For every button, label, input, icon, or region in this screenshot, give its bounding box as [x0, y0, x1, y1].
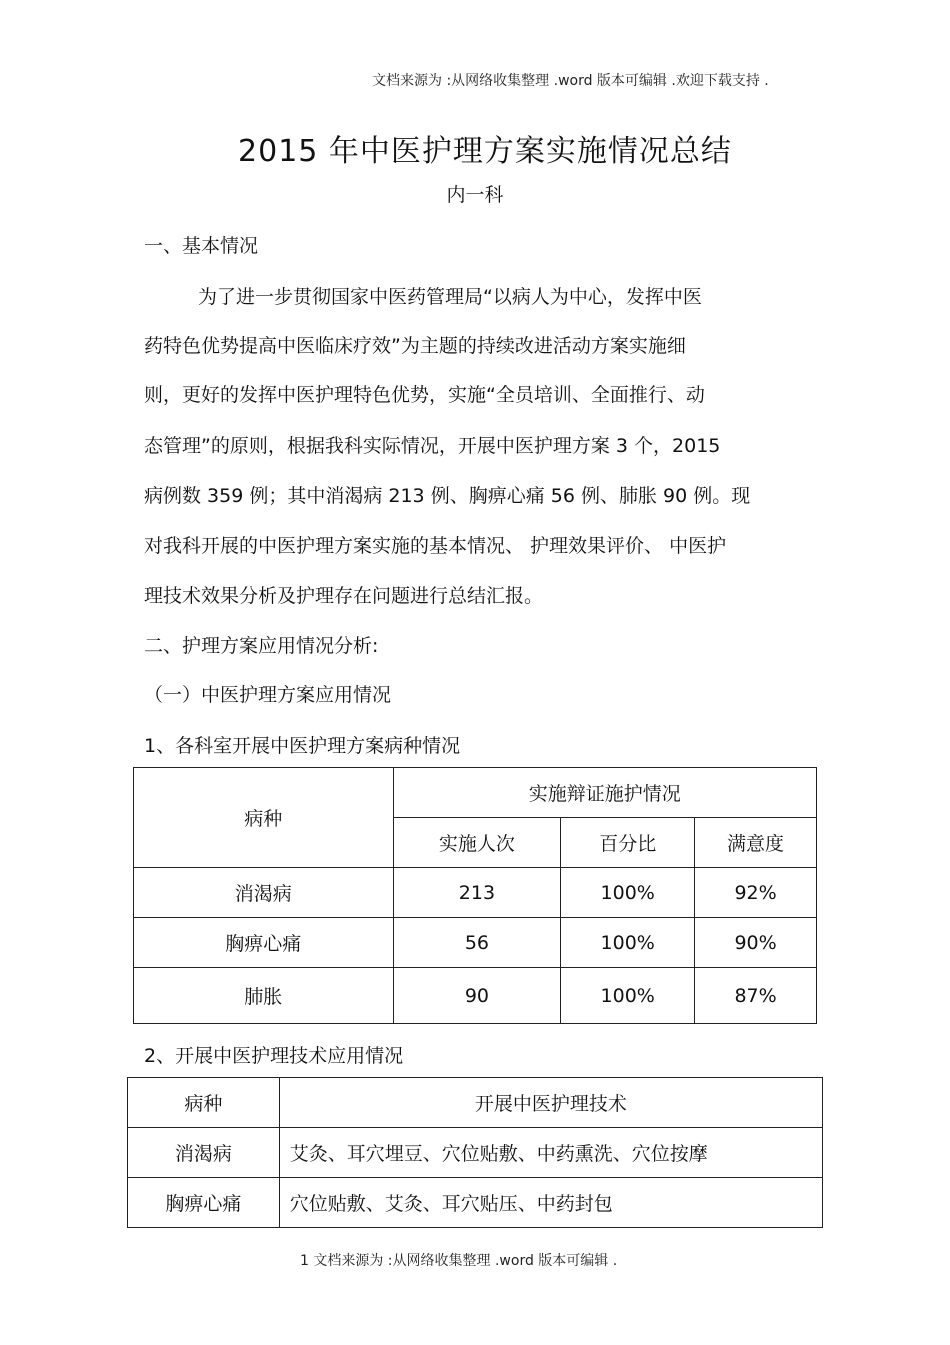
table-row	[134, 868, 817, 918]
cell-technique: 艾灸、耳穴埋豆、穴位贴敷、中药熏洗、穴位按摩	[279, 1128, 822, 1178]
paragraph-line: 药特色优势提高中医临床疗效”为主题的持续改进活动方案实施细	[144, 335, 686, 357]
cell-count: 213	[393, 868, 561, 918]
table2-caption: 2、开展中医护理技术应用情况	[144, 1045, 404, 1067]
paragraph-line: 则，更好的发挥中医护理特色优势，实施“全员培训、全面推行、动	[144, 384, 705, 406]
cell-technique: 穴位贴敷、艾灸、耳穴贴压、中药封包	[279, 1178, 822, 1228]
paragraph-line: 态管理”的原则，根据我科实际情况，开展中医护理方案 3 个，2015	[144, 435, 721, 457]
cell-satisfaction: 90%	[695, 918, 817, 968]
cell-disease: 消渴病	[128, 1128, 280, 1178]
page-subtitle: 内一科	[446, 184, 504, 206]
cell-disease: 肺胀	[134, 968, 394, 1024]
cell-percent: 100%	[561, 968, 695, 1024]
col-header-percent: 百分比	[561, 818, 695, 868]
cell-satisfaction: 87%	[695, 968, 817, 1024]
cell-percent: 100%	[561, 868, 695, 918]
table-row	[134, 918, 817, 968]
col-header-count: 实施人次	[393, 818, 561, 868]
technique-table	[127, 1077, 823, 1228]
section2-heading: 二、护理方案应用情况分析:	[144, 635, 379, 657]
table-row	[128, 1178, 823, 1228]
header-note: 文档来源为 :从网络收集整理 .word 版本可编辑 .欢迎下载支持 .	[372, 73, 769, 89]
paragraph-line: 为了进一步贯彻国家中医药管理局“以病人为中心，发挥中医	[198, 286, 702, 308]
col-header-disease: 病种	[134, 768, 394, 868]
section1-heading: 一、基本情况	[144, 235, 259, 257]
col-group-header: 实施辩证施护情况	[393, 768, 816, 818]
cell-count: 90	[393, 968, 561, 1024]
table1-caption: 1、各科室开展中医护理方案病种情况	[144, 735, 461, 757]
paragraph-line: 理技术效果分析及护理存在问题进行总结汇报。	[144, 585, 544, 607]
paragraph-line: 病例数 359 例；其中消渴病 213 例、胸痹心痛 56 例、肺胀 90 例。现	[144, 485, 751, 507]
section2-subheading: （一）中医护理方案应用情况	[144, 684, 392, 706]
cell-count: 56	[393, 918, 561, 968]
disease-table	[133, 767, 817, 1024]
col-header-technique: 开展中医护理技术	[279, 1078, 822, 1128]
footer-note: 1 文档来源为 :从网络收集整理 .word 版本可编辑 .	[300, 1253, 618, 1269]
table-row	[128, 1128, 823, 1178]
cell-percent: 100%	[561, 918, 695, 968]
paragraph-line: 对我科开展的中医护理方案实施的基本情况、 护理效果评价、 中医护	[144, 535, 727, 557]
cell-satisfaction: 92%	[695, 868, 817, 918]
col-header-satisfaction: 满意度	[695, 818, 817, 868]
cell-disease: 胸痹心痛	[128, 1178, 280, 1228]
table-row	[134, 968, 817, 1024]
col-header-disease: 病种	[128, 1078, 280, 1128]
cell-disease: 消渴病	[134, 868, 394, 918]
page-title: 2015 年中医护理方案实施情况总结	[238, 134, 732, 169]
cell-disease: 胸痹心痛	[134, 918, 394, 968]
